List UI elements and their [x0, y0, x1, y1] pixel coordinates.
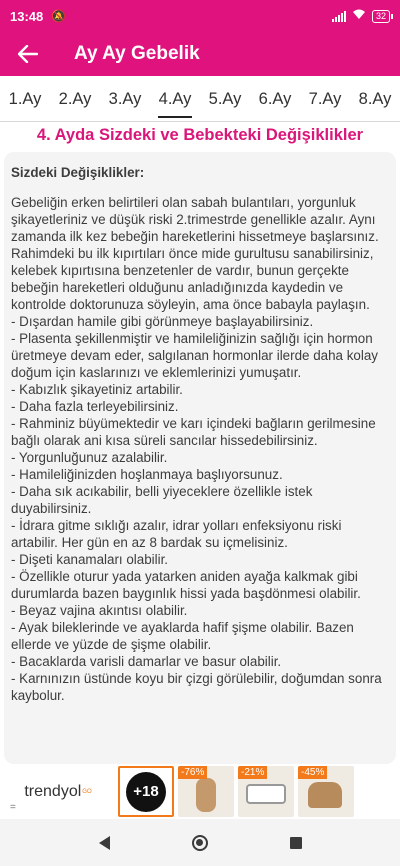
- status-bar: [0, 0, 400, 32]
- app-bar: [0, 32, 400, 76]
- brand-name: trendyol: [24, 782, 82, 800]
- square-recents-icon: [290, 837, 302, 849]
- system-nav-bar: [0, 819, 400, 866]
- ad-banner[interactable]: [0, 764, 400, 819]
- tab-month-7[interactable]: 7.Ay: [308, 89, 342, 108]
- content-subtitle: Sizdeki Değişiklikler:: [11, 165, 145, 180]
- product-image: [246, 784, 286, 804]
- content-card[interactable]: [4, 152, 396, 764]
- tab-month-6[interactable]: 6.Ay: [258, 89, 292, 108]
- tab-month-5[interactable]: 5.Ay: [208, 89, 242, 108]
- nav-recents-button[interactable]: [284, 831, 308, 855]
- arrow-left-icon: [18, 45, 38, 63]
- app-title: Ay Ay Gebelik: [74, 43, 200, 64]
- tab-month-4[interactable]: 4.Ay: [150, 76, 200, 122]
- ad-tile-product-3[interactable]: [298, 766, 354, 817]
- age-18-icon: +18: [126, 772, 166, 812]
- trendyol-logo[interactable]: [2, 766, 114, 817]
- tab-month-3[interactable]: 3.Ay: [108, 89, 142, 108]
- circle-home-icon: [192, 835, 208, 851]
- discount-badge: -45%: [298, 766, 327, 779]
- signal-icon: [332, 11, 346, 22]
- wifi-icon: [352, 9, 366, 23]
- nav-back-button[interactable]: [92, 831, 116, 855]
- product-image: [308, 782, 342, 808]
- tab-month-8[interactable]: 8.Ay: [358, 89, 392, 108]
- brand-mark: GO: [82, 788, 92, 795]
- tab-month-1[interactable]: 1.Ay: [8, 89, 42, 108]
- content-body: Gebeliğin erken belirtileri olan sabah bulantıları, yorgunluk şikayetleriniz ve düşük riski 2.trimestrde genellikle azalır. Aynı zamanda ilk kez bebeğin hareketlerini hissetmeye başlarsınız. Rahimdeki bu ilk kıpırtıları önce mide gurultusu sanabilirsiniz, kelebek kıpırtısına benzetenler de vardır, bunun gerçekte bebeğin hareketleri olduğunu anladığınızda kaydedin ve kontrolde doktorunuza söyleyin, ama önce babayla paylaşın. - Dışardan hamile gibi görünmeye başlayabilirsiniz. - Plasenta şekillenmiştir ve hamileliğinizin sağlığı için hormon üretmeye devam eder, salgılanan hormonlar ilerde daha kolay doğum için kaslarınızı ve eklemlerinizi yumuşatır. - Kabızlık şikayetiniz artabilir. - Daha fazla terleyebilirsiniz. - Rahminiz büyümektedir ve karı içindeki bağların gerilmesine bağlı olarak ani kısa süreli sancılar hissedebilirsiniz. - Yorgunluğunuz azalabilir. - Hamileliğinizden hoşlanmaya başlıyorsunuz. - Daha sık acıkabilir, belli yiyeceklere özellikle istek duyabilirsiniz. - İdrara gitme sıklığı azalır, idrar yolları enfeksiyonu riski artabilir. Her gün en az 8 bardak su içmelisiniz. - Dişeti kanamaları olabilir. - Özellikle oturur yada yatarken aniden ayağa kalkmak gibi durumlarda bazen baygınlık hissi yada başdönmesi olabilir. - Beyaz vajina akıntısı olabilir. - Ayak bileklerinde ve ayaklarda hafif şişme olabilir. Bazen ellerde ve yüzde de şişme olabilir. - Bacaklarda varisli damarlar ve basur olabilir. - Karnınızın üstünde koyu bir çizgi görülebilir, doğumdan sonra kaybolur.: [11, 195, 382, 703]
- status-icons: [332, 9, 390, 23]
- battery-icon: 32: [372, 10, 390, 23]
- mute-icon: 🔕: [51, 9, 67, 23]
- discount-badge: -76%: [178, 766, 207, 779]
- month-tabs: [0, 76, 400, 122]
- back-button[interactable]: [0, 32, 56, 76]
- ad-tile-age[interactable]: [118, 766, 174, 817]
- status-time: 13:48: [10, 8, 44, 24]
- discount-badge: -21%: [238, 766, 267, 779]
- tab-month-2[interactable]: 2.Ay: [58, 89, 92, 108]
- menu-icon: =: [10, 802, 16, 813]
- nav-home-button[interactable]: [188, 831, 212, 855]
- ad-tile-product-1[interactable]: [178, 766, 234, 817]
- section-title: 4. Ayda Sizdeki ve Bebekteki Değişiklikler: [36, 126, 364, 144]
- triangle-back-icon: [99, 836, 110, 850]
- product-image: [196, 778, 216, 812]
- ad-tile-product-2[interactable]: [238, 766, 294, 817]
